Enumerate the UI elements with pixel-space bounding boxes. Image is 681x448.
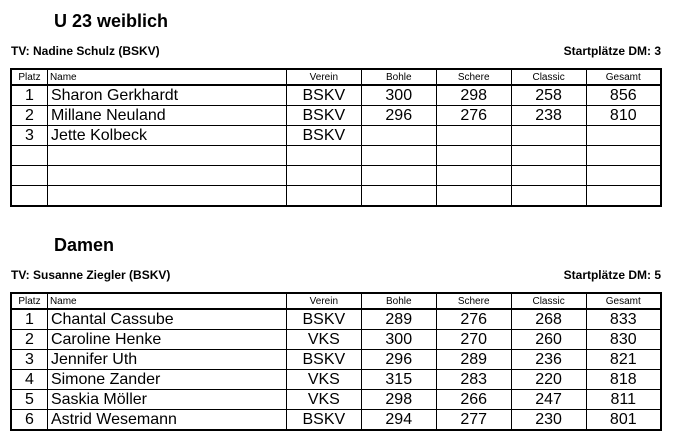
table-header-row [11, 293, 661, 309]
cell-schere: 283 [436, 370, 511, 390]
cell-platz: 3 [11, 350, 47, 370]
cell-bohle [361, 166, 436, 186]
cell-name: Saskia Möller [47, 390, 286, 410]
cell-classic: 258 [511, 85, 586, 106]
results-table-damen [10, 292, 662, 431]
table-row [11, 85, 661, 106]
cell-classic: 247 [511, 390, 586, 410]
cell-classic: 220 [511, 370, 586, 390]
cell-gesamt [586, 126, 661, 146]
trainer-label: TV: Nadine Schulz (BSKV) [11, 44, 160, 58]
cell-verein: VKS [286, 390, 361, 410]
header-platz: Platz [11, 69, 47, 85]
cell-verein: BSKV [286, 85, 361, 106]
section-meta-damen [11, 268, 661, 282]
cell-platz [11, 146, 47, 166]
cell-bohle: 289 [361, 309, 436, 330]
cell-name [47, 146, 286, 166]
cell-gesamt [586, 166, 661, 186]
header-name: Name [47, 69, 286, 85]
table-row [11, 186, 661, 207]
cell-verein: VKS [286, 330, 361, 350]
header-classic: Classic [511, 69, 586, 85]
header-verein: Verein [286, 69, 361, 85]
cell-gesamt: 821 [586, 350, 661, 370]
cell-platz: 3 [11, 126, 47, 146]
cell-classic [511, 166, 586, 186]
table-row [11, 106, 661, 126]
cell-verein: BSKV [286, 350, 361, 370]
cell-gesamt: 856 [586, 85, 661, 106]
table-row [11, 146, 661, 166]
cell-schere: 276 [436, 106, 511, 126]
cell-verein: VKS [286, 370, 361, 390]
table-row [11, 309, 661, 330]
table-row [11, 410, 661, 431]
cell-name: Sharon Gerkhardt [47, 85, 286, 106]
cell-name: Jennifer Uth [47, 350, 286, 370]
table-body [11, 85, 661, 206]
cell-bohle: 296 [361, 106, 436, 126]
cell-platz [11, 186, 47, 207]
cell-name: Jette Kolbeck [47, 126, 286, 146]
cell-platz [11, 166, 47, 186]
cell-classic: 236 [511, 350, 586, 370]
table-row [11, 330, 661, 350]
startplaetze-label: Startplätze DM: 3 [563, 44, 661, 58]
table-row [11, 390, 661, 410]
cell-name: Simone Zander [47, 370, 286, 390]
cell-classic: 268 [511, 309, 586, 330]
section-meta-u23 [11, 44, 661, 58]
cell-gesamt: 811 [586, 390, 661, 410]
cell-gesamt: 833 [586, 309, 661, 330]
header-gesamt: Gesamt [586, 69, 661, 85]
cell-name: Caroline Henke [47, 330, 286, 350]
cell-bohle: 296 [361, 350, 436, 370]
cell-schere: 289 [436, 350, 511, 370]
header-verein: Verein [286, 293, 361, 309]
cell-platz: 5 [11, 390, 47, 410]
cell-name [47, 186, 286, 207]
table-body [11, 309, 661, 430]
cell-verein [286, 146, 361, 166]
header-platz: Platz [11, 293, 47, 309]
cell-gesamt [586, 146, 661, 166]
cell-gesamt [586, 186, 661, 207]
table-row [11, 166, 661, 186]
header-classic: Classic [511, 293, 586, 309]
cell-schere [436, 146, 511, 166]
table-row [11, 126, 661, 146]
cell-verein: BSKV [286, 309, 361, 330]
cell-bohle: 300 [361, 85, 436, 106]
cell-gesamt: 810 [586, 106, 661, 126]
cell-platz: 4 [11, 370, 47, 390]
header-schere: Schere [436, 69, 511, 85]
cell-verein [286, 166, 361, 186]
cell-bohle [361, 186, 436, 207]
section-title-damen: Damen [54, 235, 115, 255]
cell-classic: 238 [511, 106, 586, 126]
cell-schere [436, 166, 511, 186]
cell-platz: 6 [11, 410, 47, 431]
cell-classic [511, 146, 586, 166]
cell-gesamt: 801 [586, 410, 661, 431]
cell-verein: BSKV [286, 410, 361, 431]
cell-verein: BSKV [286, 106, 361, 126]
cell-name: Millane Neuland [47, 106, 286, 126]
table-header-row [11, 69, 661, 85]
cell-schere [436, 126, 511, 146]
cell-schere: 298 [436, 85, 511, 106]
cell-verein [286, 186, 361, 207]
cell-bohle: 294 [361, 410, 436, 431]
section-title-u23: U 23 weiblich [54, 11, 169, 31]
cell-platz: 2 [11, 330, 47, 350]
header-gesamt: Gesamt [586, 293, 661, 309]
cell-platz: 2 [11, 106, 47, 126]
cell-bohle: 298 [361, 390, 436, 410]
cell-schere [436, 186, 511, 207]
cell-bohle: 300 [361, 330, 436, 350]
cell-bohle [361, 146, 436, 166]
cell-platz: 1 [11, 85, 47, 106]
cell-classic: 230 [511, 410, 586, 431]
cell-name: Chantal Cassube [47, 309, 286, 330]
header-schere: Schere [436, 293, 511, 309]
table-row [11, 350, 661, 370]
cell-bohle: 315 [361, 370, 436, 390]
cell-schere: 276 [436, 309, 511, 330]
trainer-label: TV: Susanne Ziegler (BSKV) [11, 268, 171, 282]
startplaetze-label: Startplätze DM: 5 [563, 268, 661, 282]
header-bohle: Bohle [361, 69, 436, 85]
results-table-u23 [10, 68, 662, 207]
cell-schere: 277 [436, 410, 511, 431]
cell-schere: 266 [436, 390, 511, 410]
cell-classic [511, 126, 586, 146]
cell-platz: 1 [11, 309, 47, 330]
header-bohle: Bohle [361, 293, 436, 309]
cell-name: Astrid Wesemann [47, 410, 286, 431]
cell-schere: 270 [436, 330, 511, 350]
cell-classic: 260 [511, 330, 586, 350]
cell-bohle [361, 126, 436, 146]
cell-gesamt: 830 [586, 330, 661, 350]
cell-name [47, 166, 286, 186]
cell-gesamt: 818 [586, 370, 661, 390]
header-name: Name [47, 293, 286, 309]
table-row [11, 370, 661, 390]
cell-classic [511, 186, 586, 207]
cell-verein: BSKV [286, 126, 361, 146]
